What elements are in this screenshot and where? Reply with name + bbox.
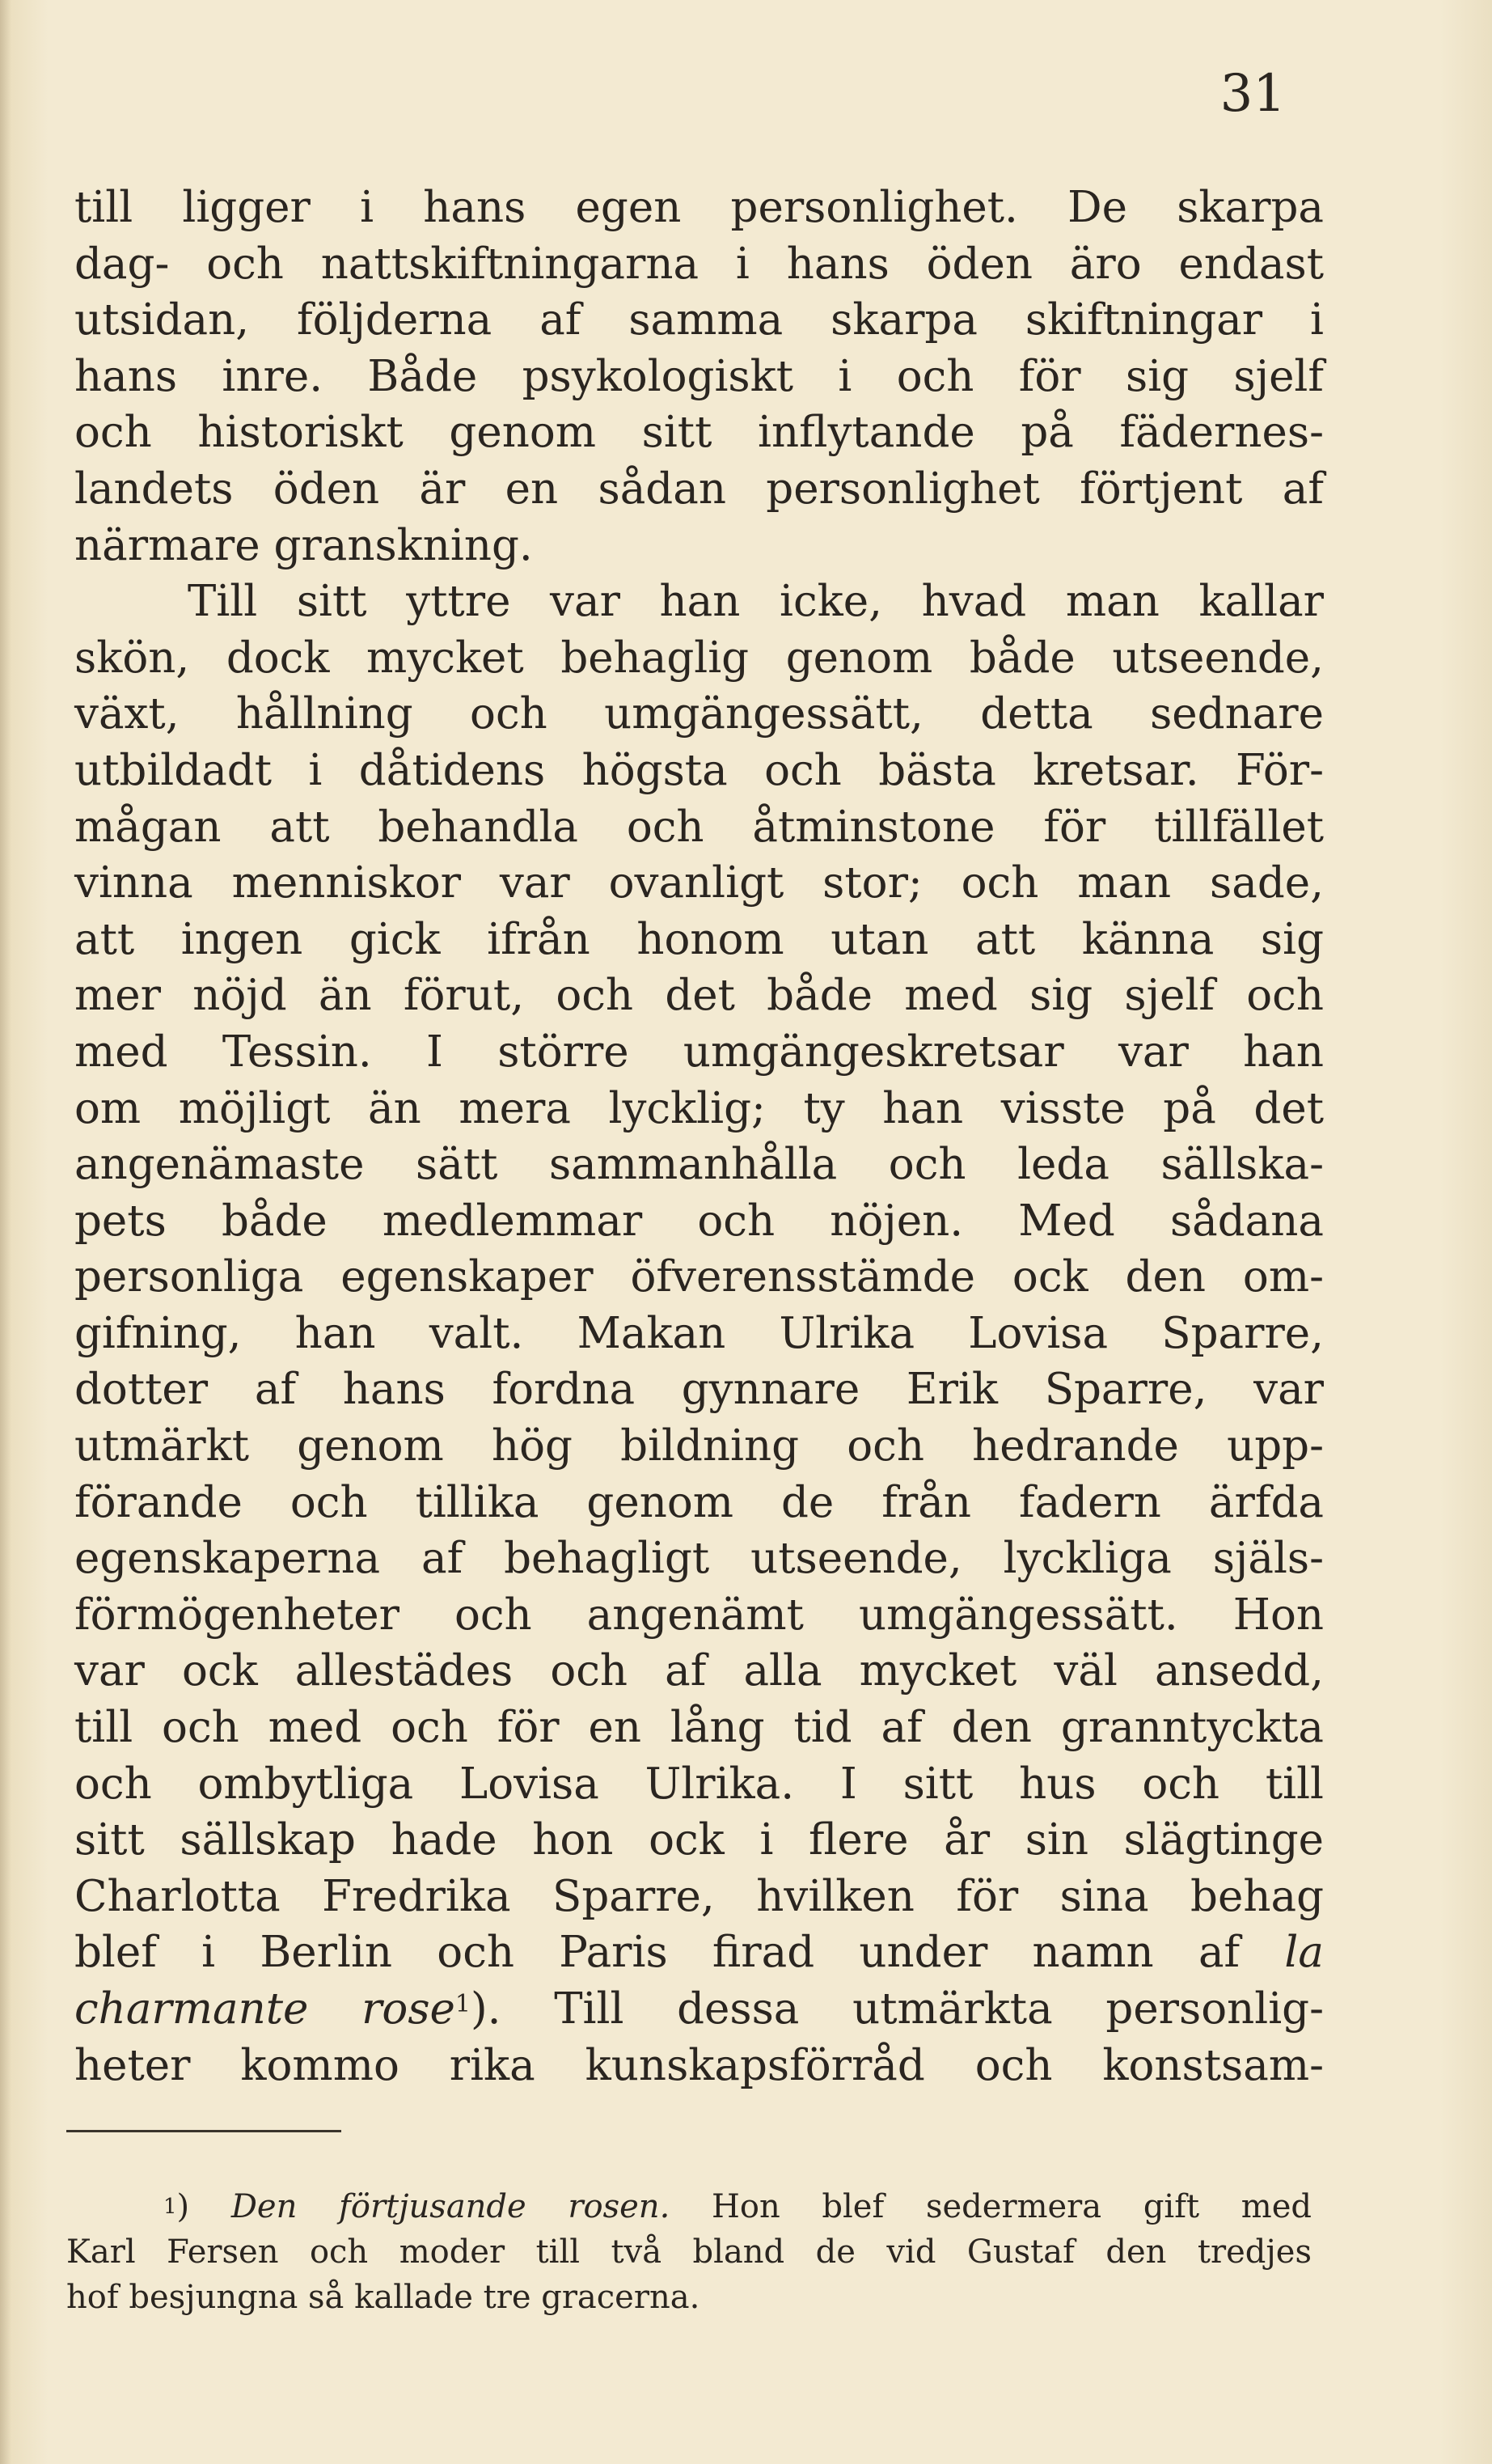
text-line: utsidan, följderna af samma skarpa skiftningar i <box>74 295 1324 345</box>
footnote-line <box>66 2184 1312 2229</box>
text-line: angenämaste sätt sammanhålla och leda sällska- <box>74 1140 1324 1190</box>
text-line: med Tessin. I större umgängeskretsar var han <box>74 1027 1324 1077</box>
page-edge-shadow <box>0 0 11 2464</box>
text-line: landets öden är en sådan personlighet förtjent af <box>74 464 1324 514</box>
text-line: till och med och för en lång tid af den granntyckta <box>74 1703 1324 1753</box>
text-line: om möjligt än mera lycklig; ty han visste på det <box>74 1083 1324 1133</box>
body-text <box>74 180 1324 2094</box>
footnote-italic: Den förtjusande rosen. <box>230 2188 670 2225</box>
footnote <box>66 2184 1312 2320</box>
text-line: personliga egenskaper öfverensstämde ock den om- <box>74 1252 1324 1302</box>
italic-phrase: charmante rose <box>74 1984 455 2034</box>
text-line: vinna menniskor var ovanligt stor; och man sade, <box>74 858 1324 908</box>
text-line: utmärkt genom hög bildning och hedrande upp- <box>74 1421 1324 1471</box>
text-line: utbildadt i dåtidens högsta och bästa kretsar. För- <box>74 745 1324 795</box>
footnote-paren: ) <box>176 2188 190 2225</box>
footnote-reference[interactable]: 1 <box>454 1990 471 2018</box>
footnote-line: Karl Fersen och moder till två bland de vid Gustaf den tredjes <box>66 2233 1312 2271</box>
text-line: hans inre. Både psykologiskt i och för sig sjelf <box>74 351 1324 401</box>
text-line-with-footnote-ref <box>74 1981 1324 2038</box>
text-line: gifning, han valt. Makan Ulrika Lovisa Sparre, <box>74 1308 1324 1358</box>
page-number: 31 <box>1219 64 1286 124</box>
text-segment: ). Till dessa utmärkta personlig- <box>471 1984 1324 2034</box>
text-line: Charlotta Fredrika Sparre, hvilken för sina behag <box>74 1871 1324 1921</box>
text-line: och historiskt genom sitt inflytande på fädernes- <box>74 408 1324 458</box>
text-line: mågan att behandla och åtminstone för tillfället <box>74 802 1324 852</box>
text-line: mer nöjd än förut, och det både med sig sjelf och <box>74 971 1324 1021</box>
text-line-with-italic <box>74 1924 1324 1981</box>
footnote-line: hof besjungna så kallade tre gracerna. <box>66 2279 700 2316</box>
text-line: pets både medlemmar och nöjen. Med sådana <box>74 1196 1324 1246</box>
paragraph-first-line: Till sitt yttre var han icke, hvad man kallar <box>188 577 1324 627</box>
text-line: dotter af hans fordna gynnare Erik Sparre, var <box>74 1365 1324 1415</box>
text-line: att ingen gick ifrån honom utan att känna sig <box>74 914 1324 964</box>
text-line: var ock allestädes och af alla mycket väl ansedd, <box>74 1646 1324 1696</box>
text-line: heter kommo rika kunskapsförråd och konstsam- <box>74 2040 1324 2090</box>
text-line: skön, dock mycket behaglig genom både utseende, <box>74 633 1324 683</box>
italic-phrase: la <box>1284 1928 1324 1978</box>
text-line: till ligger i hans egen personlighet. De skarpa <box>74 183 1324 232</box>
text-line: närmare granskning. <box>74 520 533 570</box>
text-line: och ombytliga Lovisa Ulrika. I sitt hus och till <box>74 1759 1324 1809</box>
text-line: sitt sällskap hade hon ock i flere år sin slägtinge <box>74 1815 1324 1865</box>
footnote-text: Hon blef sedermera gift med <box>711 2188 1312 2225</box>
text-line: förmögenheter och angenämt umgängessätt. Hon <box>74 1590 1324 1640</box>
footnote-divider <box>66 2130 341 2132</box>
text-segment: blef i Berlin och Paris firad under namn af <box>74 1928 1241 1978</box>
text-line: dag- och nattskiftningarna i hans öden äro endast <box>74 239 1324 289</box>
text-line: egenskaperna af behagligt utseende, lyckliga själs- <box>74 1534 1324 1584</box>
footnote-marker: 1 <box>163 2195 177 2219</box>
text-line: förande och tillika genom de från fadern ärfda <box>74 1477 1324 1527</box>
text-line: växt, hållning och umgängessätt, detta sednare <box>74 689 1324 739</box>
